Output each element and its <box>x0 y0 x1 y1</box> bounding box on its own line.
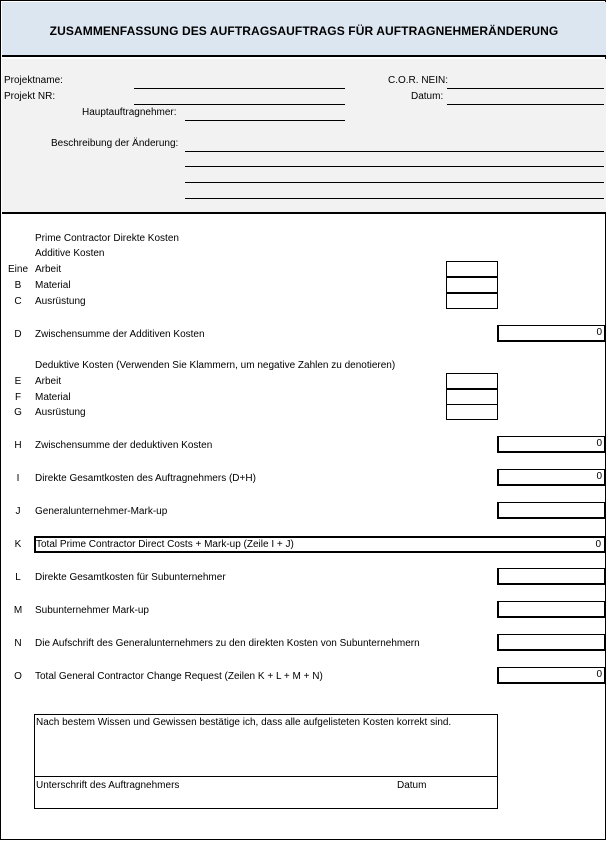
row-letter-a: Eine <box>7 264 28 275</box>
row-label-j: Generalunternehmer-Mark-up <box>35 506 168 517</box>
row-letter-i: I <box>16 473 20 484</box>
row-letter-f: F <box>14 392 22 403</box>
row-letter-o: O <box>14 671 22 682</box>
row-label-a: Arbeit <box>35 264 62 275</box>
deductive-equipment-input[interactable] <box>446 404 498 420</box>
row-label-h: Zwischensumme der deduktiven Kosten <box>35 440 213 451</box>
gc-markup-value[interactable] <box>497 502 605 519</box>
cor-number-field[interactable] <box>447 88 604 89</box>
certification-statement: Nach bestem Wissen und Gewissen bestätige ich, dass alle aufgelisteten Kosten korrekt sind. <box>36 717 452 728</box>
row-label-k: Total Prime Contractor Direct Costs + Mark-up (Zeile I + J) <box>36 539 294 550</box>
additive-material-input[interactable] <box>446 277 498 293</box>
row-letter-d: D <box>14 329 22 340</box>
signature-date-label: Datum <box>397 780 427 791</box>
row-letter-e: E <box>14 376 22 387</box>
prime-direct-heading: Prime Contractor Direkte Kosten <box>35 233 179 244</box>
signature-divider <box>35 776 497 777</box>
contractor-direct-total-value[interactable]: 0 <box>497 469 605 486</box>
row-letter-n: N <box>14 638 22 649</box>
row-label-f: Material <box>35 392 71 403</box>
deductive-material-input[interactable] <box>446 389 498 405</box>
row-letter-c: C <box>14 296 22 307</box>
additive-equipment-input[interactable] <box>446 293 498 309</box>
gc-markup-on-sub-value[interactable] <box>497 634 605 651</box>
date-field[interactable] <box>447 104 604 105</box>
project-nr-field[interactable] <box>134 104 345 105</box>
row-label-c: Ausrüstung <box>35 296 86 307</box>
row-letter-k: K <box>14 539 22 550</box>
project-name-label: Projektname: <box>4 75 63 86</box>
main-contractor-field[interactable] <box>185 120 345 121</box>
description-line-2[interactable] <box>185 166 604 167</box>
signature-label: Unterschrift des Auftragnehmers <box>36 780 180 791</box>
project-name-field[interactable] <box>134 88 345 89</box>
subcontractor-direct-total-value[interactable] <box>497 568 605 585</box>
description-line-4[interactable] <box>185 198 604 199</box>
row-label-o: Total General Contractor Change Request (Zeilen K + L + M + N) <box>35 671 323 682</box>
row-label-g: Ausrüstung <box>35 407 86 418</box>
project-nr-label: Projekt NR: <box>4 91 56 102</box>
description-line-1[interactable] <box>185 151 604 152</box>
prime-total-value[interactable]: 0 <box>595 539 601 550</box>
main-contractor-label: Hauptauftragnehmer: <box>82 107 177 118</box>
row-letter-h: H <box>14 440 22 451</box>
row-letter-j: J <box>15 506 21 517</box>
row-letter-m: M <box>13 605 23 616</box>
cor-number-label: C.O.R. NEIN: <box>388 75 449 86</box>
additive-heading: Additive Kosten <box>35 248 105 259</box>
row-label-l: Direkte Gesamtkosten für Subunternehmer <box>35 572 226 583</box>
row-label-e: Arbeit <box>35 376 62 387</box>
project-info-section <box>2 59 606 214</box>
deductive-heading: Deduktive Kosten (Verwenden Sie Klammern, um negative Zahlen zu denotieren) <box>35 360 396 371</box>
deductive-labor-input[interactable] <box>446 373 498 389</box>
row-label-i: Direkte Gesamtkosten des Auftragnehmers (D+H) <box>35 473 256 484</box>
certification-box <box>34 714 498 809</box>
additive-labor-input[interactable] <box>446 261 498 277</box>
subcontractor-markup-value[interactable] <box>497 601 605 618</box>
row-label-d: Zwischensumme der Additiven Kosten <box>35 329 205 340</box>
row-label-b: Material <box>35 280 71 291</box>
change-request-total-value[interactable]: 0 <box>497 667 605 684</box>
date-label: Datum: <box>411 91 444 102</box>
row-label-n: Die Aufschrift des Generalunternehmers zu den direkten Kosten von Subunternehmern <box>35 638 420 649</box>
row-letter-g: G <box>14 407 22 418</box>
row-label-m: Subunternehmer Mark-up <box>35 605 149 616</box>
additive-subtotal-value[interactable]: 0 <box>497 325 605 342</box>
deductive-subtotal-value[interactable]: 0 <box>497 436 605 453</box>
description-line-3[interactable] <box>185 182 604 183</box>
description-label: Beschreibung der Änderung: <box>51 138 179 149</box>
form-header <box>2 2 606 57</box>
row-letter-l: L <box>15 572 21 583</box>
row-letter-b: B <box>14 280 22 291</box>
form-title: ZUSAMMENFASSUNG DES AUFTRAGSAUFTRAGS FÜR AUFTRAGNEHMERÄNDERUNG <box>49 24 559 38</box>
prime-total-row <box>34 536 605 553</box>
